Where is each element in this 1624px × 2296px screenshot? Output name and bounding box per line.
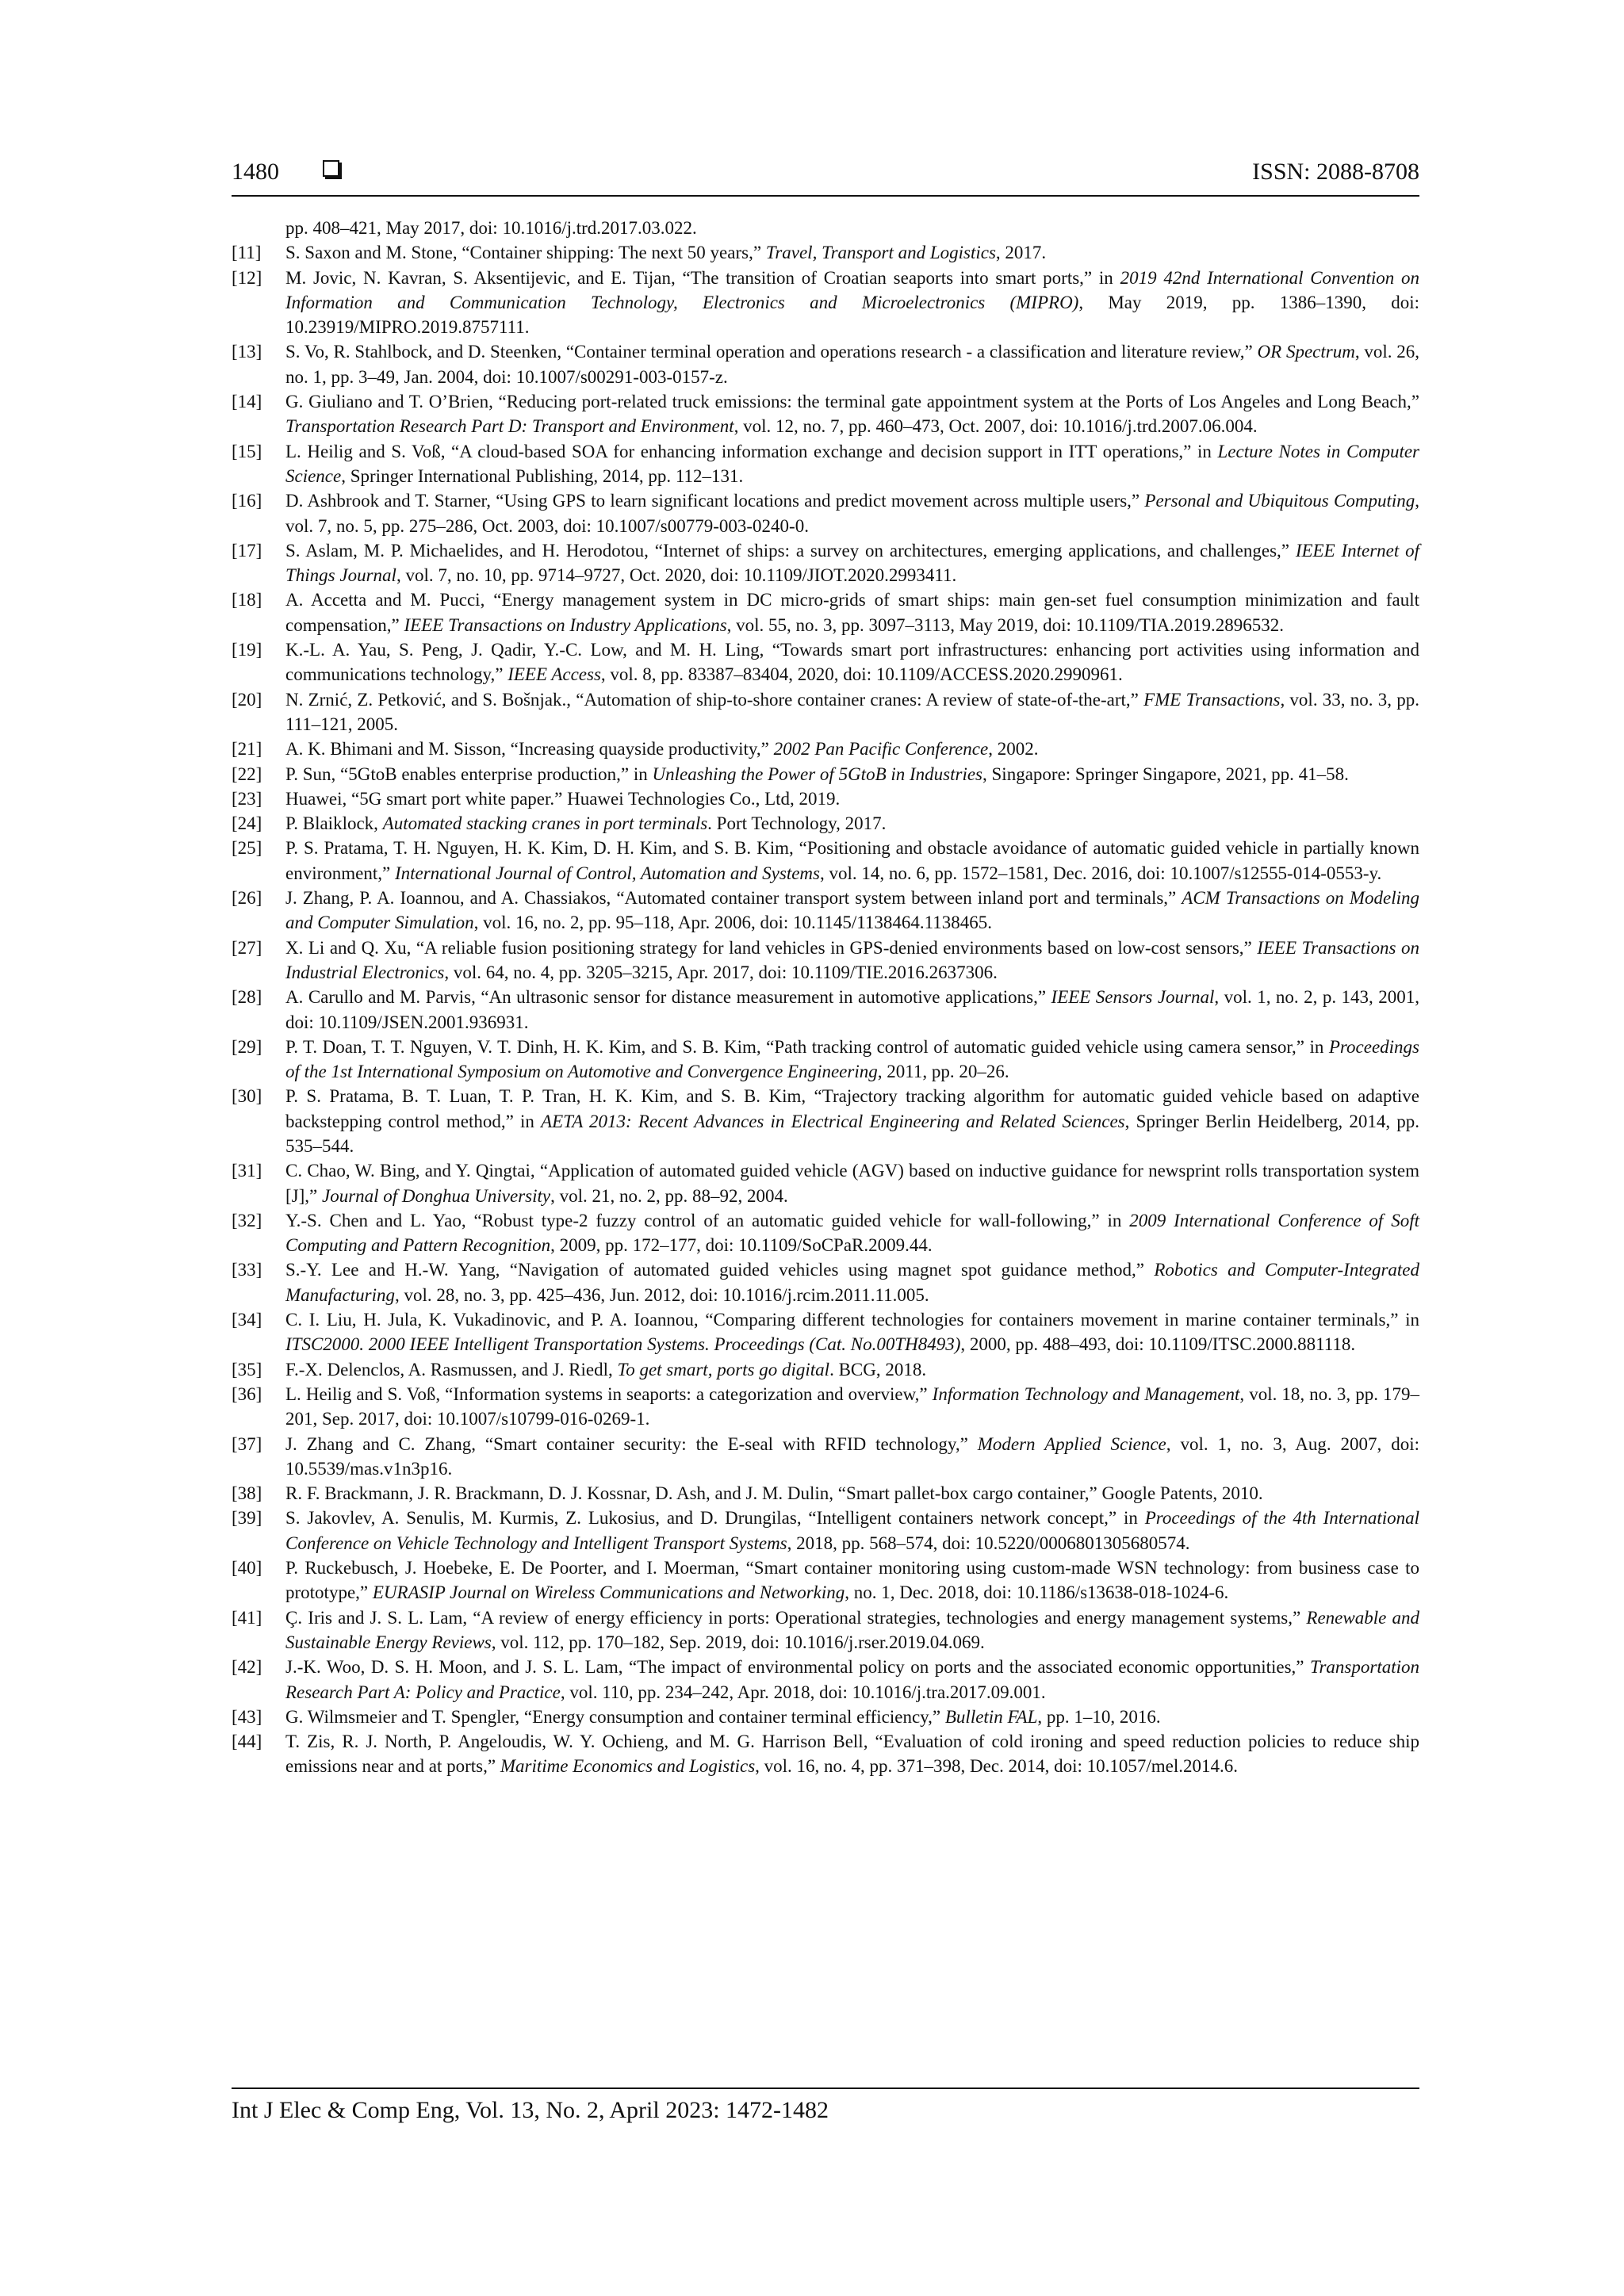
reference-number: [11] [232, 243, 262, 263]
reference-number: [40] [232, 1558, 262, 1578]
reference-item [232, 1605, 1419, 1655]
reference-item [232, 488, 1419, 538]
reference-number: [32] [232, 1210, 262, 1230]
reference-item [232, 1084, 1419, 1158]
reference-text: P. S. Pratama, B. T. Luan, T. P. Tran, H. K. Kim, and S. B. Kim, “Trajectory tracking algorithm for automatic guided vehicle based on adaptive backstepping control method,” in AETA 2013: Recent Advances in Electrical Engineering and Related Sciences, Springer Berlin Heidelberg, 2014, pp. 535–544. [285, 1086, 1419, 1156]
reference-number: [43] [232, 1706, 262, 1727]
reference-item [232, 1257, 1419, 1307]
reference-item [232, 1357, 1419, 1382]
reference-item [232, 1729, 1419, 1779]
reference-continuation [232, 216, 1419, 240]
reference-item [232, 439, 1419, 489]
reference-number: [37] [232, 1433, 262, 1454]
reference-item [232, 1481, 1419, 1506]
reference-number: [31] [232, 1161, 262, 1181]
reference-text: L. Heilig and S. Voß, “A cloud-based SOA for enhancing information exchange and decision support in ITT operations,” in Lecture Notes in Computer Science, Springer International Publishing, 2014, pp. 112–131. [285, 441, 1420, 486]
reference-text: S. Vo, R. Stahlbock, and D. Steenken, “Container terminal operation and operations research - a classification and literature review,” OR Spectrum, vol. 26, no. 1, pp. 3–49, Jan. 2004, doi: 10.1007/s00291-003-0157-z. [285, 342, 1420, 387]
reference-item [232, 266, 1419, 340]
reference-number: [13] [232, 342, 262, 362]
reference-item [232, 737, 1419, 761]
reference-text: P. Ruckebusch, J. Hoebeke, E. De Poorter, and I. Moerman, “Smart container monitoring using custom-made WSN technology: from business case to prototype,” EURASIP Journal on Wireless Communications and Networking, no. 1, Dec. 2018, doi: 10.1186/s13638-018-1024-6. [285, 1558, 1419, 1603]
reference-text: S. Aslam, M. P. Michaelides, and H. Herodotou, “Internet of ships: a survey on architectures, emerging applications, and challenges,” IEEE Internet of Things Journal, vol. 7, no. 10, pp. 9714–9727, Oct. 2020, doi: 10.1109/JIOT.2020.2993411. [285, 540, 1419, 586]
reference-number: [28] [232, 987, 262, 1008]
reference-number: [14] [232, 392, 262, 412]
reference-text: P. S. Pratama, T. H. Nguyen, H. K. Kim, D. H. Kim, and S. B. Kim, “Positioning and obstacle avoidance of automatic guided vehicle in partially known environment,” International Journal of Control, Automation and Systems, vol. 14, no. 6, pp. 1572–1581, Dec. 2016, doi: 10.1007/s12555-014-0553-y. [285, 838, 1419, 883]
reference-number: [27] [232, 937, 262, 958]
reference-number: [30] [232, 1086, 262, 1107]
reference-number: [36] [232, 1383, 262, 1404]
reference-number: [29] [232, 1036, 262, 1057]
reference-number: [33] [232, 1260, 262, 1280]
reference-number: [17] [232, 540, 262, 561]
reference-number: [39] [232, 1508, 262, 1529]
reference-text: S.-Y. Lee and H.-W. Yang, “Navigation of automated guided vehicles using magnet spot guidance method,” Robotics and Computer-Integrated Manufacturing, vol. 28, no. 3, pp. 425–436, Jun. 2012, doi: 10.1016/j.rcim.2011.11.005. [285, 1260, 1419, 1305]
reference-text: C. Chao, W. Bing, and Y. Qingtai, “Application of automated guided vehicle (AGV) based on inductive guidance for newsprint rolls transportation system [J],” Journal of Donghua University, vol. 21, no. 2, pp. 88–92, 2004. [285, 1161, 1419, 1206]
reference-item [232, 1307, 1419, 1357]
issn: ISSN: 2088-8708 [1252, 159, 1419, 185]
reference-text: P. Sun, “5GtoB enables enterprise production,” in Unleashing the Power of 5GtoB in Industries, Singapore: Springer Singapore, 2021, pp. 41–58. [285, 763, 1349, 784]
reference-text: R. F. Brackmann, J. R. Brackmann, D. J. Kossnar, D. Ash, and J. M. Dulin, “Smart pallet-box cargo container,” Google Patents, 2010. [285, 1483, 1263, 1504]
reference-text: J.-K. Woo, D. S. H. Moon, and J. S. L. Lam, “The impact of environmental policy on ports and the associated economic opportunities,” Transportation Research Part A: Policy and Practice, vol. 110, pp. 234–242, Apr. 2018, doi: 10.1016/j.tra.2017.09.001. [285, 1657, 1419, 1702]
reference-number: [20] [232, 689, 262, 710]
reference-text: T. Zis, R. J. North, P. Angeloudis, W. Y. Ochieng, and M. G. Harrison Bell, “Evaluation of cold ironing and speed reduction policies to reduce ship emissions near and at ports,” Maritime Economics and Logistics, vol. 16, no. 4, pp. 371–398, Dec. 2014, doi: 10.1057/mel.2014.6. [285, 1732, 1419, 1777]
reference-item [232, 1158, 1419, 1208]
page-footer: Int J Elec & Comp Eng, Vol. 13, No. 2, April 2023: 1472-1482 [232, 2097, 829, 2123]
reference-text: C. I. Liu, H. Jula, K. Vukadinovic, and P. A. Ioannou, “Comparing different technologies for containers movement in marine container terminals,” in ITSC2000. 2000 IEEE Intelligent Transportation Systems. Proceedings (Cat. No.00TH8493), 2000, pp. 488–493, doi: 10.1109/ITSC.2000.881118. [285, 1310, 1419, 1355]
reference-item [232, 936, 1419, 985]
reference-number: [18] [232, 590, 262, 610]
reference-text: K.-L. A. Yau, S. Peng, J. Qadir, Y.-C. Low, and M. H. Ling, “Towards smart port infrastructures: enhancing port activities using information and communications technology,” IEEE Access, vol. 8, pp. 83387–83404, 2020, doi: 10.1109/ACCESS.2020.2990961. [285, 640, 1419, 685]
reference-text: Y.-S. Chen and L. Yao, “Robust type-2 fuzzy control of an automatic guided vehicle for wall-following,” in 2009 International Conference of Soft Computing and Pattern Recognition, 2009, pp. 172–177, doi: 10.1109/SoCPaR.2009.44. [285, 1210, 1419, 1256]
reference-text: A. Accetta and M. Pucci, “Energy management system in DC micro-grids of smart ships: main gen-set fuel consumption minimization and fault compensation,” IEEE Transactions on Industry Applications, vol. 55, no. 3, pp. 3097–3113, May 2019, doi: 10.1109/TIA.2019.2896532. [285, 590, 1419, 635]
reference-item [232, 587, 1419, 637]
reference-text: J. Zhang, P. A. Ioannou, and A. Chassiakos, “Automated container transport system between inland port and terminals,” ACM Transactions on Modeling and Computer Simulation, vol. 16, no. 2, pp. 95–118, Apr. 2006, doi: 10.1145/1138464.1138465. [285, 888, 1419, 933]
reference-text: A. K. Bhimani and M. Sisson, “Increasing quayside productivity,” 2002 Pan Pacific Conference, 2002. [285, 739, 1039, 760]
reference-number: [35] [232, 1359, 262, 1380]
reference-number: [34] [232, 1310, 262, 1330]
reference-number: [41] [232, 1607, 262, 1628]
reference-number: [16] [232, 491, 262, 511]
reference-item [232, 786, 1419, 811]
reference-item [232, 1506, 1419, 1556]
reference-item [232, 836, 1419, 886]
page-number: 1480 [232, 159, 279, 185]
reference-item [232, 1705, 1419, 1729]
reference-text: M. Jovic, N. Kavran, S. Aksentijevic, and E. Tijan, “The transition of Croatian seaports into smart ports,” in 2019 42nd International Convention on Information and Communication Technology, Electronics and Microelectronics (MIPRO), May 2019, pp. 1386–1390, doi: 10.23919/MIPRO.2019.8757111. [285, 267, 1420, 338]
reference-text: Ç. Iris and J. S. L. Lam, “A review of energy efficiency in ports: Operational strategies, technologies and energy management systems,” Renewable and Sustainable Energy Reviews, vol. 112, pp. 170–182, Sep. 2019, doi: 10.1016/j.rser.2019.04.069. [285, 1607, 1420, 1652]
reference-text: F.-X. Delenclos, A. Rasmussen, and J. Riedl, To get smart, ports go digital. BCG, 2018. [285, 1359, 927, 1380]
reference-number: [44] [232, 1732, 262, 1752]
reference-item [232, 240, 1419, 265]
header-rule [232, 195, 1419, 197]
reference-text: X. Li and Q. Xu, “A reliable fusion positioning strategy for land vehicles in GPS-denied environments based on low-cost sensors,” IEEE Transactions on Industrial Electronics, vol. 64, no. 4, pp. 3205–3215, Apr. 2017, doi: 10.1109/TIE.2016.2637306. [285, 937, 1419, 982]
reference-text: P. Blaiklock, Automated stacking cranes in port terminals. Port Technology, 2017. [285, 813, 887, 834]
reference-item [232, 687, 1419, 737]
reference-item [232, 1035, 1419, 1085]
reference-item [232, 985, 1419, 1035]
reference-number: [21] [232, 739, 262, 760]
reference-item [232, 886, 1419, 936]
reference-text: G. Giuliano and T. O’Brien, “Reducing port-related truck emissions: the terminal gate appointment system at the Ports of Los Angeles and Long Beach,” Transportation Research Part D: Transport and Environment, vol. 12, no. 7, pp. 460–473, Oct. 2007, doi: 10.1016/j.trd.2007.06.004. [285, 392, 1419, 437]
reference-item [232, 1556, 1419, 1605]
reference-number: [22] [232, 763, 262, 784]
reference-item [232, 811, 1419, 836]
reference-text: L. Heilig and S. Voß, “Information systems in seaports: a categorization and overview,” Information Technology and Management, vol. 18, no. 3, pp. 179–201, Sep. 2017, doi: 10.1007/s10799-016-0269-1. [285, 1383, 1419, 1429]
reference-text: P. T. Doan, T. T. Nguyen, V. T. Dinh, H. K. Kim, and S. B. Kim, “Path tracking control of automatic guided vehicle using camera sensor,” in Proceedings of the 1st International Symposium on Automotive and Convergence Engineering, 2011, pp. 20–26. [285, 1036, 1419, 1082]
square-box-icon [323, 160, 339, 177]
reference-number: [15] [232, 441, 262, 461]
reference-item [232, 1208, 1419, 1258]
reference-number: [26] [232, 888, 262, 909]
reference-number: [24] [232, 813, 262, 834]
reference-text: Huawei, “5G smart port white paper.” Huawei Technologies Co., Ltd, 2019. [285, 788, 841, 809]
reference-item [232, 538, 1419, 588]
reference-text: J. Zhang and C. Zhang, “Smart container security: the E-seal with RFID technology,” Modern Applied Science, vol. 1, no. 3, Aug. 2007, doi: 10.5539/mas.v1n3p16. [285, 1433, 1420, 1479]
reference-item [232, 637, 1419, 687]
reference-list [232, 216, 1419, 1779]
reference-text: S. Jakovlev, A. Senulis, M. Kurmis, Z. Lukosius, and D. Drungilas, “Intelligent containers network concept,” in Proceedings of the 4th International Conference on Vehicle Technology and Intelligent Transport Systems, 2018, pp. 568–574, doi: 10.5220/0006801305680574. [285, 1508, 1420, 1553]
reference-number: [19] [232, 640, 262, 660]
reference-item [232, 389, 1419, 439]
reference-number: [12] [232, 267, 262, 288]
reference-item [232, 339, 1419, 389]
reference-text: N. Zrnić, Z. Petković, and S. Bošnjak., “Automation of ship-to-shore container cranes: A review of state-of-the-art,” FME Transactions, vol. 33, no. 3, pp. 111–121, 2005. [285, 689, 1420, 734]
reference-number: [23] [232, 788, 262, 809]
reference-number: [42] [232, 1657, 262, 1678]
reference-text: S. Saxon and M. Stone, “Container shipping: The next 50 years,” Travel, Transport and Logistics, 2017. [285, 243, 1047, 263]
reference-text: G. Wilmsmeier and T. Spengler, “Energy consumption and container terminal efficiency,” Bulletin FAL, pp. 1–10, 2016. [285, 1706, 1161, 1727]
reference-text: A. Carullo and M. Parvis, “An ultrasonic sensor for distance measurement in automotive applications,” IEEE Sensors Journal, vol. 1, no. 2, p. 143, 2001, doi: 10.1109/JSEN.2001.936931. [285, 987, 1420, 1032]
reference-item [232, 1655, 1419, 1705]
reference-number: [25] [232, 838, 262, 859]
page-header [232, 154, 1419, 197]
reference-item [232, 762, 1419, 786]
reference-number: [38] [232, 1483, 262, 1504]
reference-item [232, 1432, 1419, 1482]
reference-item [232, 1382, 1419, 1432]
reference-text: D. Ashbrook and T. Starner, “Using GPS to learn significant locations and predict movement across multiple users,” Personal and Ubiquitous Computing, vol. 7, no. 5, pp. 275–286, Oct. 2003, doi: 10.1007/s00779-003-0240-0. [285, 491, 1419, 536]
reference-text: pp. 408–421, May 2017, doi: 10.1016/j.trd.2017.03.022. [285, 218, 697, 238]
footer-rule [232, 2087, 1419, 2089]
